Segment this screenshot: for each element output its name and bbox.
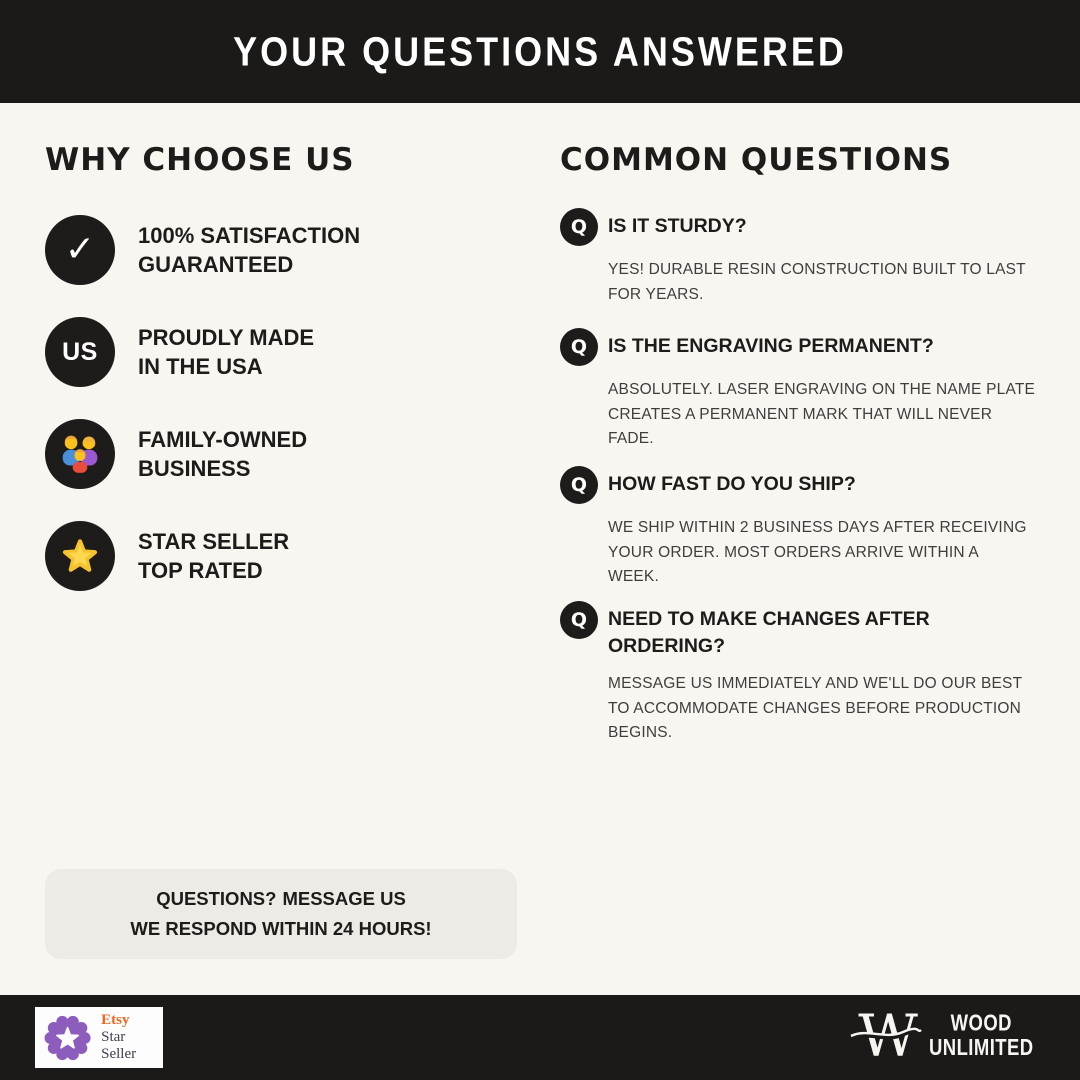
answer-text: MESSAGE US IMMEDIATELY AND WE'LL DO OUR BEST TO ACCOMMODATE CHANGES BEFORE PRODUCTION BEGINS. <box>608 675 1023 741</box>
feature-family-owned <box>45 419 307 489</box>
checkmark-icon: ✓ <box>45 215 115 285</box>
contact-prompt: QUESTIONS? <box>156 888 277 909</box>
question-text: NEED TO MAKE CHANGES AFTER <box>608 608 930 630</box>
question-icon: Q <box>560 601 598 639</box>
logo-wood-text: WOOD <box>950 1010 1013 1036</box>
feature-label-line: 100% SATISFACTION <box>138 223 361 248</box>
footer-bar <box>0 995 1080 1080</box>
question-icon: Q <box>560 328 598 366</box>
logo-unlimited-text: UNLIMITED <box>929 1034 1034 1061</box>
answer-text: WE SHIP WITHIN 2 BUSINESS DAYS AFTER RECEIVING YOUR ORDER. MOST ORDERS ARRIVE WITHIN A WEEK. <box>608 519 1027 585</box>
common-questions-heading: COMMON QUESTIONS <box>560 142 953 178</box>
question-text: ORDERING? <box>608 635 725 657</box>
us-badge-icon: US <box>45 317 115 387</box>
question-icon: Q <box>560 466 598 504</box>
feature-label-line: TOP RATED <box>138 558 263 583</box>
question-icon: Q <box>560 208 598 246</box>
header-bar <box>0 0 1080 103</box>
feature-label-line: PROUDLY MADE <box>138 325 315 350</box>
feature-satisfaction <box>45 215 360 285</box>
page-title: YOUR QUESTIONS ANSWERED <box>233 27 847 74</box>
faq-item-engraving <box>560 328 1045 452</box>
message-us-cta[interactable] <box>45 869 517 959</box>
gold-star-icon <box>45 521 115 591</box>
answer-text: YES! DURABLE RESIN CONSTRUCTION BUILT TO LAST FOR YEARS. <box>608 261 1026 303</box>
faq-item-shipping <box>560 466 1045 590</box>
feature-label-line: BUSINESS <box>138 456 251 481</box>
faq-item-changes <box>560 601 1045 746</box>
feature-made-in-usa <box>45 317 314 387</box>
family-icon <box>45 419 115 489</box>
question-text: IS THE ENGRAVING PERMANENT? <box>608 335 934 357</box>
svg-text:W: W <box>858 1004 918 1068</box>
wood-unlimited-logo <box>849 1004 1048 1068</box>
answer-text: ABSOLUTELY. LASER ENGRAVING ON THE NAME PLATE CREATES A PERMANENT MARK THAT WILL NEVER FADE. <box>608 381 1036 447</box>
question-text: HOW FAST DO YOU SHIP? <box>608 473 856 495</box>
why-choose-us-heading: WHY CHOOSE US <box>45 142 355 178</box>
etsy-star-seller-badge <box>35 1007 163 1068</box>
faq-item-sturdy <box>560 208 1045 307</box>
star-seller-label: Star Seller <box>101 1028 137 1063</box>
etsy-brand-label: Etsy <box>101 1011 130 1028</box>
feature-star-seller <box>45 521 289 591</box>
question-text: IS IT STURDY? <box>608 215 747 237</box>
etsy-seal-icon <box>42 1012 93 1064</box>
feature-label-line: IN THE USA <box>138 354 263 379</box>
feature-label-line: STAR SELLER <box>138 529 290 554</box>
contact-action: MESSAGE US <box>282 888 406 909</box>
contact-response-time: WE RESPOND WITHIN 24 HOURS! <box>130 918 432 939</box>
feature-label-line: FAMILY-OWNED <box>138 427 308 452</box>
feature-label-line: GUARANTEED <box>138 252 294 277</box>
w-monogram-icon <box>849 1004 923 1068</box>
